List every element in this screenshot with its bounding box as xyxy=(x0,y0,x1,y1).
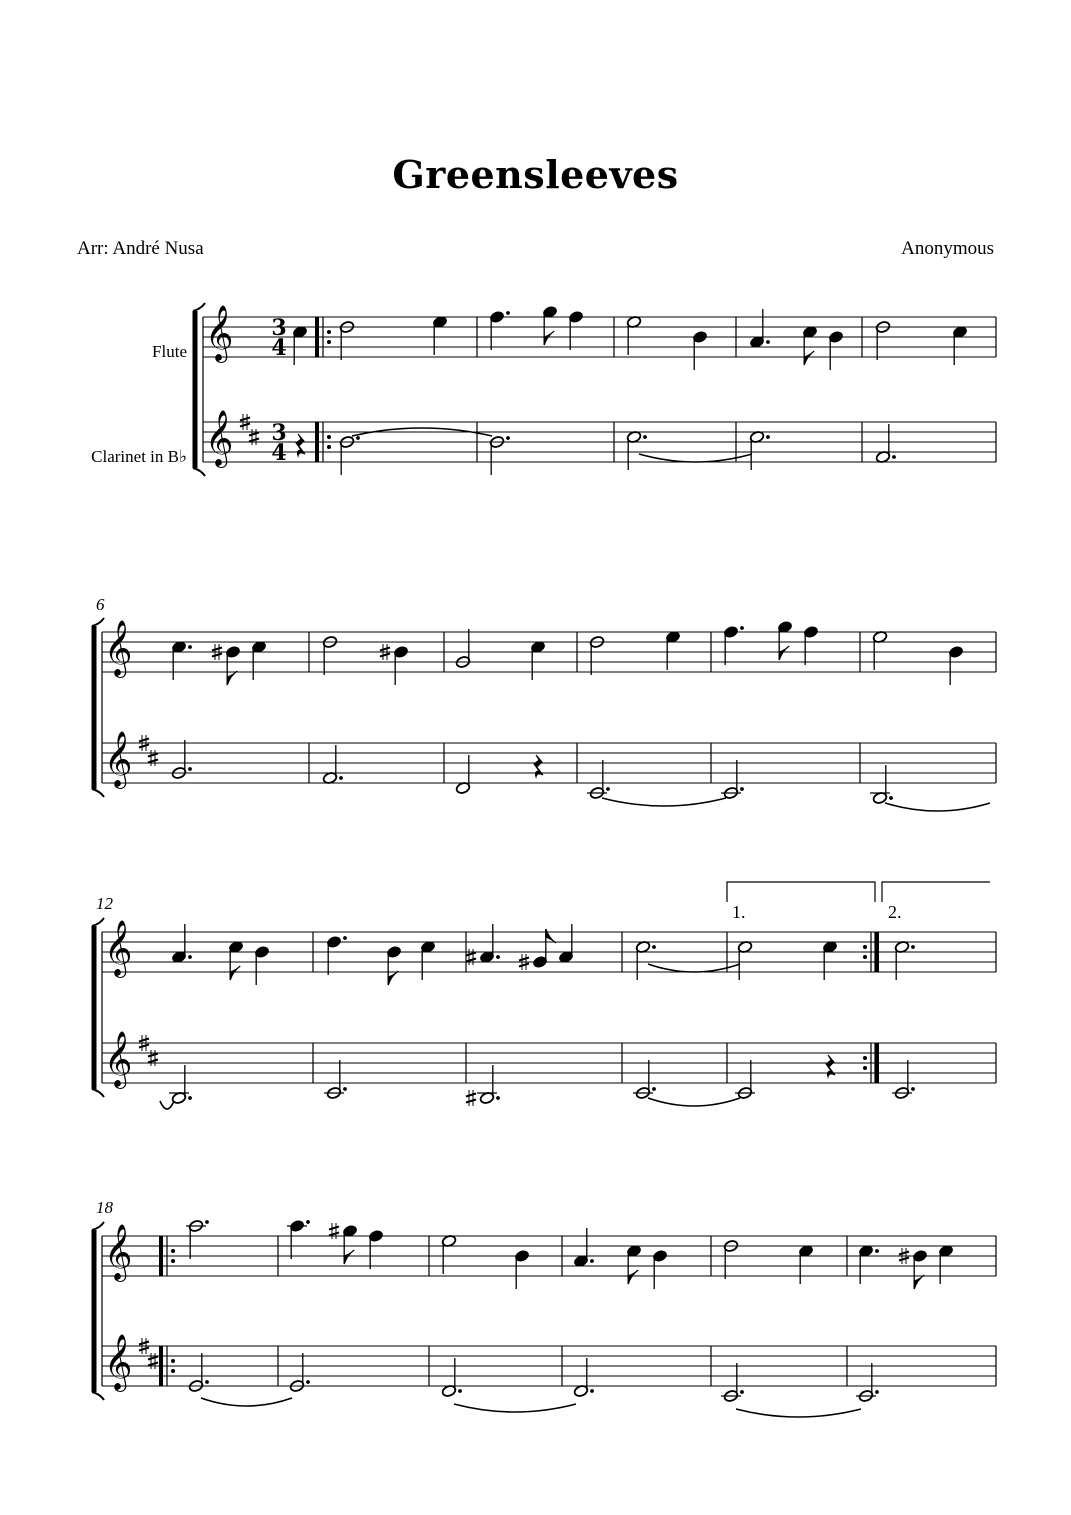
note-dhalf xyxy=(723,1363,739,1403)
note-quarter xyxy=(803,625,819,665)
sharp-stroke xyxy=(139,1039,149,1042)
note-dhalf xyxy=(626,430,642,470)
sharp-stroke xyxy=(148,1060,158,1063)
note-flag xyxy=(230,966,240,980)
tie xyxy=(602,798,726,806)
sharp-stroke xyxy=(329,1227,339,1230)
quarter-rest xyxy=(296,434,305,456)
sharp-stroke xyxy=(329,1233,339,1236)
note-dhalf xyxy=(875,424,891,464)
note-dhalf xyxy=(573,1358,589,1398)
volta-1-label: 1. xyxy=(732,902,746,922)
note-quarter xyxy=(665,630,681,670)
instrument-label-clarinet: Clarinet in B♭ xyxy=(91,447,187,466)
note-flag xyxy=(388,971,398,985)
note-quarter xyxy=(692,330,708,370)
note-half xyxy=(737,940,753,980)
tie xyxy=(201,1398,292,1406)
sharp-stroke xyxy=(380,648,390,651)
note-half xyxy=(872,630,888,670)
note-dhalf xyxy=(589,760,605,800)
instrument-label-flute: Flute xyxy=(152,342,187,361)
note-half xyxy=(455,755,471,795)
augmentation-dot xyxy=(892,455,896,459)
volta-bracket-2 xyxy=(882,882,990,902)
augmentation-dot xyxy=(652,1087,656,1091)
repeat-dot xyxy=(171,1359,175,1363)
note-eighth xyxy=(626,1244,642,1284)
note-flag xyxy=(804,351,814,365)
repeat-dot xyxy=(327,445,331,449)
augmentation-dot xyxy=(205,1380,209,1384)
repeat-dot xyxy=(863,945,867,949)
note-dhalf xyxy=(339,435,355,475)
augmentation-dot xyxy=(911,1087,915,1091)
note-half xyxy=(589,635,605,675)
note-eighth xyxy=(532,929,556,969)
note-half xyxy=(626,315,642,355)
sharp-stroke xyxy=(240,424,250,427)
augmentation-dot xyxy=(740,1390,744,1394)
augmentation-dot xyxy=(188,1096,192,1100)
treble-clef-icon: 𝄞 xyxy=(104,1334,133,1390)
tie xyxy=(885,803,990,811)
measure-number-12: 12 xyxy=(96,894,113,913)
sharp-stroke xyxy=(466,1094,476,1097)
sharp-icon xyxy=(148,1353,158,1369)
bracket-hook xyxy=(92,1392,104,1400)
note-half xyxy=(455,629,471,669)
time-signature-top: 3 xyxy=(271,315,287,341)
composer-credit: Anonymous xyxy=(901,238,994,259)
augmentation-dot xyxy=(590,1389,594,1393)
augmentation-dot xyxy=(306,1380,310,1384)
treble-clef-icon: 𝄞 xyxy=(205,410,234,466)
sharp-stroke xyxy=(139,1348,149,1351)
sharp-stroke xyxy=(148,1363,158,1366)
bracket-hook xyxy=(92,918,104,926)
note-dquarter xyxy=(479,924,495,964)
note-dhalf xyxy=(322,745,338,785)
sharp-stroke xyxy=(139,745,149,748)
repeat-dot xyxy=(863,1056,867,1060)
note-quarter xyxy=(254,945,270,985)
note-quarter xyxy=(568,310,584,350)
treble-clef-icon: 𝄞 xyxy=(104,1031,133,1087)
note-half xyxy=(875,320,891,360)
note-quarter xyxy=(798,1244,814,1284)
note-dhalf xyxy=(749,430,765,470)
quarter-rest xyxy=(826,1055,835,1077)
note-dhalf xyxy=(441,1358,457,1398)
note-quarter xyxy=(652,1249,668,1289)
note-eighth xyxy=(225,645,241,685)
note-dhalf xyxy=(858,1363,874,1403)
note-dhalf xyxy=(894,940,910,980)
sharp-icon xyxy=(466,1090,476,1106)
time-signature-bottom: 4 xyxy=(271,440,287,466)
volta-2-label: 2. xyxy=(888,902,902,922)
note-quarter xyxy=(420,940,436,980)
augmentation-dot xyxy=(506,311,510,315)
note-quarter xyxy=(822,940,838,980)
note-half xyxy=(339,320,355,360)
sharp-icon xyxy=(249,429,259,445)
note-quarter xyxy=(530,640,546,680)
tie xyxy=(736,1409,861,1417)
note-quarter xyxy=(952,325,968,365)
sharp-stroke xyxy=(240,418,250,421)
note-dquarter xyxy=(858,1244,874,1284)
note-dhalf xyxy=(635,1060,651,1100)
note-quarter xyxy=(938,1244,954,1284)
note-dhalf xyxy=(289,1353,305,1393)
augmentation-dot xyxy=(356,436,360,440)
repeat-dot xyxy=(171,1259,175,1263)
bracket-hook xyxy=(92,1222,104,1230)
augmentation-dot xyxy=(306,1220,310,1224)
note-dhalf xyxy=(188,1219,204,1259)
augmentation-dot xyxy=(343,936,347,940)
note-quarter xyxy=(368,1229,384,1269)
note-dquarter xyxy=(573,1228,589,1268)
sharp-stroke xyxy=(139,1045,149,1048)
sharp-stroke xyxy=(148,1054,158,1057)
note-dquarter xyxy=(326,935,342,975)
measure-number-18: 18 xyxy=(96,1198,113,1217)
bracket-hook xyxy=(193,303,205,311)
augmentation-dot xyxy=(652,945,656,949)
bracket-hook xyxy=(92,1089,104,1097)
time-signature-bottom: 4 xyxy=(271,335,287,361)
tie xyxy=(648,964,740,972)
note-dhalf xyxy=(171,1065,187,1105)
repeat-dot xyxy=(327,435,331,439)
augmentation-dot xyxy=(496,1096,500,1100)
arranger-credit: Arr: André Nusa xyxy=(77,238,204,259)
augmentation-dot xyxy=(188,645,192,649)
treble-clef-icon: 𝄞 xyxy=(104,1224,133,1280)
augmentation-dot xyxy=(643,435,647,439)
note-dhalf xyxy=(872,765,888,805)
treble-clef-icon: 𝄞 xyxy=(205,305,234,361)
sharp-stroke xyxy=(139,739,149,742)
tie xyxy=(648,1098,740,1106)
music-notation xyxy=(92,303,996,1417)
sharp-stroke xyxy=(899,1252,909,1255)
measure-number-6: 6 xyxy=(96,595,105,614)
sharp-stroke xyxy=(466,953,476,956)
note-dhalf xyxy=(635,940,651,980)
bracket-hook xyxy=(92,618,104,626)
note-flag xyxy=(227,671,237,685)
note-dquarter xyxy=(489,310,505,350)
quarter-rest xyxy=(534,755,543,777)
sharp-stroke xyxy=(899,1258,909,1261)
note-eighth xyxy=(802,325,818,365)
note-flag xyxy=(546,929,556,943)
tie xyxy=(454,1404,576,1412)
note-half xyxy=(441,1234,457,1274)
note-dhalf xyxy=(723,760,739,800)
augmentation-dot xyxy=(496,955,500,959)
note-dhalf xyxy=(326,1060,342,1100)
augmentation-dot xyxy=(590,1259,594,1263)
note-quarter xyxy=(393,645,409,685)
sharp-icon xyxy=(466,949,476,965)
sharp-icon xyxy=(329,1223,339,1239)
note-eighth xyxy=(912,1249,928,1289)
note-dhalf xyxy=(479,1065,495,1105)
sharp-icon xyxy=(148,1050,158,1066)
sharp-stroke xyxy=(148,754,158,757)
augmentation-dot xyxy=(188,767,192,771)
page-title: Greensleeves xyxy=(392,152,679,197)
augmentation-dot xyxy=(875,1390,879,1394)
bracket-hook xyxy=(92,789,104,797)
note-dhalf xyxy=(489,435,505,475)
note-half xyxy=(322,635,338,675)
augmentation-dot xyxy=(205,1220,209,1224)
sharp-stroke xyxy=(148,1357,158,1360)
note-quarter xyxy=(514,1249,530,1289)
note-half xyxy=(737,1060,753,1100)
sharp-stroke xyxy=(519,964,529,967)
sharp-stroke xyxy=(249,433,259,436)
repeat-dot xyxy=(863,1066,867,1070)
sharp-stroke xyxy=(380,654,390,657)
note-flag xyxy=(544,331,554,345)
note-flag xyxy=(914,1275,924,1289)
note-flag xyxy=(779,646,789,660)
repeat-dot xyxy=(327,340,331,344)
treble-clef-icon: 𝄞 xyxy=(104,920,133,976)
note-dhalf xyxy=(188,1353,204,1393)
repeat-dot xyxy=(327,330,331,334)
note-eighth xyxy=(228,940,244,980)
note-dquarter xyxy=(171,924,187,964)
sharp-stroke xyxy=(148,760,158,763)
bracket-hook xyxy=(193,468,205,476)
sharp-stroke xyxy=(139,1342,149,1345)
sharp-icon xyxy=(148,750,158,766)
augmentation-dot xyxy=(343,1087,347,1091)
augmentation-dot xyxy=(506,436,510,440)
note-eighth xyxy=(386,945,402,985)
sharp-stroke xyxy=(466,1100,476,1103)
augmentation-dot xyxy=(458,1389,462,1393)
note-flag xyxy=(344,1250,354,1264)
note-dquarter xyxy=(723,625,739,665)
augmentation-dot xyxy=(606,787,610,791)
augmentation-dot xyxy=(766,340,770,344)
augmentation-dot xyxy=(740,787,744,791)
sharp-stroke xyxy=(466,959,476,962)
note-half xyxy=(723,1239,739,1279)
note-eighth xyxy=(542,305,558,345)
sharp-stroke xyxy=(212,654,222,657)
sharp-stroke xyxy=(249,439,259,442)
treble-clef-icon: 𝄞 xyxy=(104,731,133,787)
augmentation-dot xyxy=(339,776,343,780)
tie xyxy=(639,454,752,462)
note-dhalf xyxy=(894,1060,910,1100)
sharp-stroke xyxy=(519,958,529,961)
augmentation-dot xyxy=(911,945,915,949)
treble-clef-icon: 𝄞 xyxy=(104,620,133,676)
note-eighth xyxy=(342,1224,358,1264)
note-quarter xyxy=(558,924,574,964)
note-eighth xyxy=(777,620,793,660)
repeat-dot xyxy=(171,1369,175,1373)
augmentation-dot xyxy=(766,435,770,439)
note-quarter xyxy=(432,315,448,355)
repeat-dot xyxy=(171,1249,175,1253)
augmentation-dot xyxy=(188,955,192,959)
note-quarter xyxy=(828,330,844,370)
note-quarter xyxy=(948,645,964,685)
note-flag xyxy=(628,1270,638,1284)
augmentation-dot xyxy=(740,626,744,630)
note-dquarter xyxy=(289,1219,305,1259)
note-dquarter xyxy=(749,309,765,349)
augmentation-dot xyxy=(889,796,893,800)
note-dhalf xyxy=(171,740,187,780)
volta-bracket-1 xyxy=(727,882,875,902)
note-dquarter xyxy=(171,640,187,680)
tie xyxy=(160,1101,174,1109)
note-quarter xyxy=(251,640,267,680)
note-quarter xyxy=(292,325,308,365)
augmentation-dot xyxy=(875,1249,879,1253)
time-signature-top: 3 xyxy=(271,420,287,446)
sharp-stroke xyxy=(212,648,222,651)
repeat-dot xyxy=(863,955,867,959)
